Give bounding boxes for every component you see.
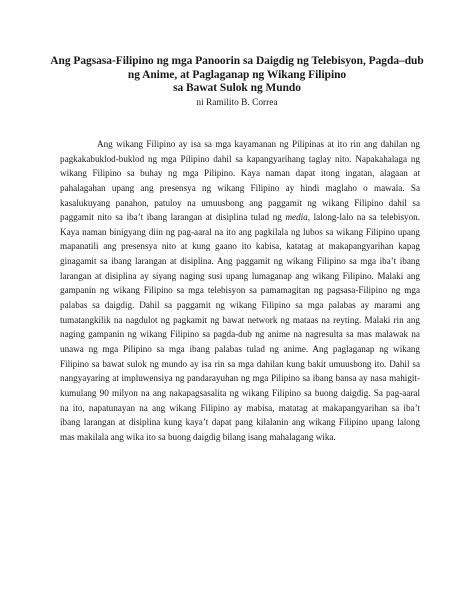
body-text-segment: paggamit nito sa iba’t ibang larangan at disiplina tulad ng: [60, 212, 286, 223]
document-title: [40, 55, 434, 96]
body-line: mapanatili ang presensya nito at kung gaano ito kabisa, katatag at makapangyarihan kapag: [60, 241, 420, 252]
body-line: gampanin ng wikang Filipino sa mga telebisyon sa pamamagitan ng pagsasa-Filipino ng mga: [60, 285, 420, 296]
title-line-3: sa Bawat Sulok ng Mundo: [173, 82, 301, 94]
author-byline: ni Ramilito B. Correa: [196, 98, 278, 108]
emphasized-term: media: [285, 212, 308, 223]
body-line: na ito, napatunayan na ang wikang Filipino ay mabisa, matatag at makapangyarihan sa iba’t: [60, 402, 420, 413]
body-line-with-emphasis: [60, 210, 420, 225]
title-line-2: ng Anime, at Paglaganap ng Wikang Filipino: [127, 68, 347, 81]
body-line: naging gampanin ng wikang Filipino sa pagda-dub ng anime na nagresulta sa mas malawak na: [60, 329, 420, 340]
title-line-1: Ang Pagsasa-Filipino ng mga Panoorin sa Daigdig ng Telebisyon, Pagda–dub: [50, 55, 424, 67]
body-line: kumulang 90 milyon na ang nakapagsasalita ng wikang Filipino sa buong daigdig. Sa pag-aaral: [60, 387, 420, 398]
body-text-segment: , lalong-lalo na sa telebisyon.: [307, 212, 420, 223]
body-line: nangyayaring at impluwensiya ng pandarayuhan ng mga Pilipino sa ibang bansa ay nasa mahigit-: [60, 373, 420, 384]
body-line: wikang Filipino sa buhay ng mga Pilipino. Kaya naman dapat itong ingatan, alagaan at: [60, 168, 420, 179]
body-line: kasalukuyang panahon, patuloy na umuusbong ang paggamit ng wikang Filipino dahil sa: [60, 197, 420, 208]
body-line: Ang wikang Filipino ay isa sa mga kayamanan ng Pilipinas at ito rin ang dahilan ng: [97, 139, 420, 149]
body-line-last: mas makilala ang wika ito sa buong daigdig bilang isang mahalagang wika.: [60, 431, 336, 442]
body-line: unawa ng mga Pilipino sa mga ibang palabas tulad ng anime. Ang paglaganap ng wikang: [60, 343, 420, 354]
body-line: ibang larangan at disiplina kung kaya’t dapat pang kilalanin ang wikang Filipino upang lalong: [60, 417, 420, 428]
body-line: palabas sa daigdig. Dahil sa paggamit ng wikang Filipino sa mga palabas ay marami ang: [60, 300, 420, 311]
body-line: pagkakabuklod-buklod ng mga Pilipino dahil sa kapangyarihang taglay nito. Napakahalaga ng: [60, 153, 420, 164]
body-line: Filipino sa bawat sulok ng mundo ay isa rin sa mga dahilan kung bakit umuusbong ito. Dahil sa: [60, 358, 420, 369]
body-paragraph: [60, 137, 420, 444]
body-line: ginagamit sa ibang larangan at disiplina. Ang paggamit ng wikang Filipino sa mga iba’t ibang: [60, 256, 420, 267]
body-line: Kaya naman binigyang diin ng pag-aaral na ito ang pagkilala ng lubos sa wikang Filipino upang: [60, 226, 420, 237]
body-line: tumatangkilik na nagdulot ng pagkamit ng bawat network ng mataas na reyting. Malaki rin ang: [60, 314, 420, 325]
body-line: pahalagahan upang ang presensya ng wikang Filipino ay hindi maglaho o mawala. Sa: [60, 182, 420, 193]
body-line: larangan at disiplina ay siyang naging susi upang lumaganap ang wikang Filipino. Malaki ang: [60, 270, 420, 281]
